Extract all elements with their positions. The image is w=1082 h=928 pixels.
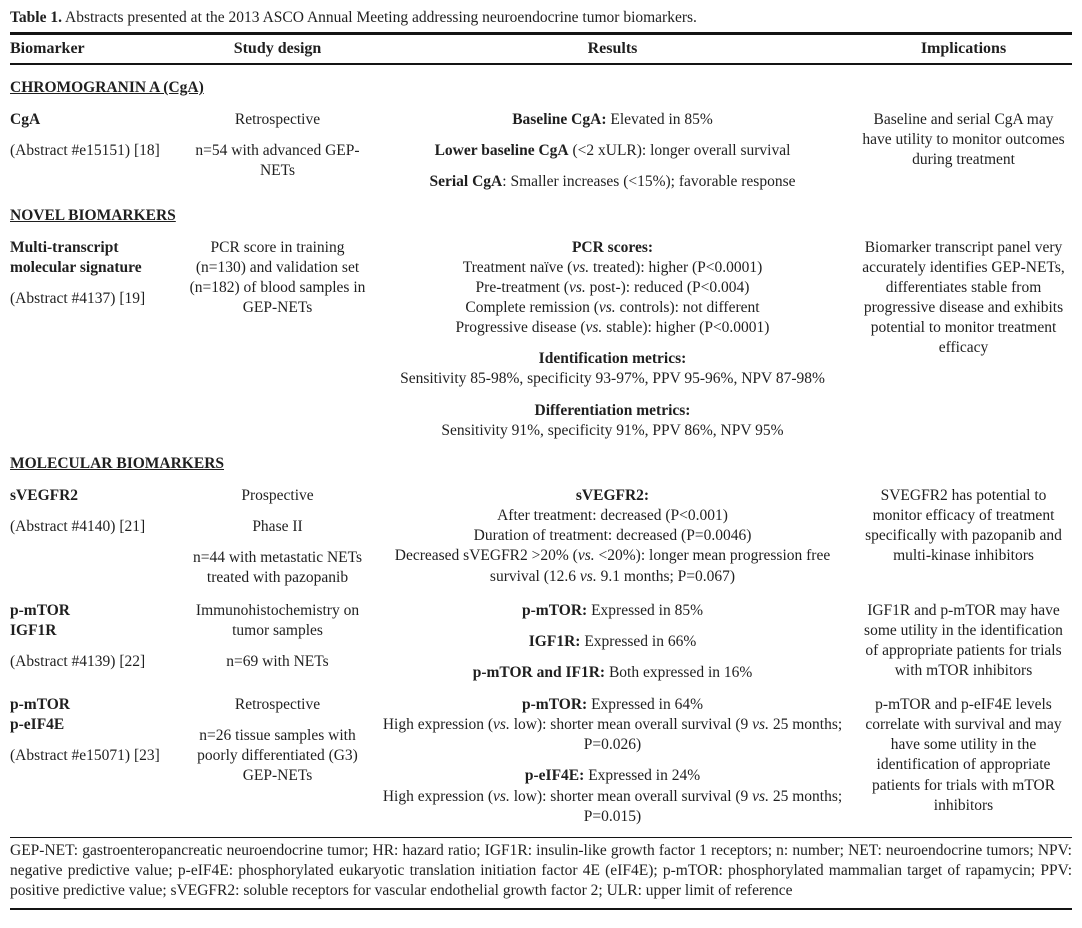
text-line bbox=[188, 517, 367, 537]
text-segment: Serial CgA bbox=[429, 173, 503, 191]
text-segment: PCR scores: bbox=[571, 238, 654, 256]
text-segment: PCR score in training (n=130) and validation set (n=182) of blood samples in GEP-NETs bbox=[189, 238, 366, 317]
text-segment: low): shorter mean overall survival (9 bbox=[509, 716, 753, 734]
text-segment: Prospective bbox=[241, 487, 314, 505]
text-segment: sVEGFR2 bbox=[10, 487, 79, 505]
text-block bbox=[373, 172, 852, 192]
text-segment: n=26 tissue samples with poorly differentiated (G3) GEP-NETs bbox=[197, 727, 358, 785]
text-block bbox=[188, 652, 367, 672]
table-row bbox=[10, 110, 1072, 192]
text-line bbox=[373, 141, 852, 161]
table-row bbox=[10, 238, 1072, 441]
text-line bbox=[373, 369, 852, 389]
column-header-study-design: Study design bbox=[233, 40, 322, 58]
text-block bbox=[373, 141, 852, 161]
text-segment: p-eIF4E: bbox=[524, 767, 585, 785]
text-segment: vs. bbox=[752, 787, 769, 805]
text-segment: 25 months; P=0.015) bbox=[583, 787, 843, 825]
text-segment: post-): reduced (P<0.004) bbox=[585, 278, 750, 296]
text-segment: p-mTOR: bbox=[522, 601, 588, 619]
text-line bbox=[373, 632, 852, 652]
text-segment: vs. bbox=[585, 319, 603, 337]
text-segment: Immunohistochemistry on tumor samples bbox=[195, 601, 360, 639]
text-line bbox=[188, 695, 367, 715]
text-block bbox=[188, 726, 367, 786]
text-segment: stable): higher (P<0.0001) bbox=[602, 319, 770, 337]
text-block bbox=[188, 517, 367, 537]
text-block bbox=[10, 141, 182, 161]
text-segment: (Abstract #4137) [19] bbox=[10, 289, 146, 307]
text-block bbox=[373, 766, 852, 826]
text-segment: Expressed in 66% bbox=[580, 632, 697, 650]
cell-biomarker bbox=[10, 110, 185, 161]
text-block bbox=[10, 695, 182, 735]
text-line bbox=[858, 238, 1069, 359]
text-segment: Biomarker transcript panel very accurately identifies GEP-NETs, differentiates stable from progressive disease and exhibits potential to monitor treatment efficacy bbox=[862, 238, 1065, 357]
text-segment: CgA bbox=[10, 111, 41, 129]
cell-results bbox=[370, 695, 855, 827]
table-row bbox=[10, 486, 1072, 589]
text-segment: p-eIF4E bbox=[10, 716, 65, 734]
text-line bbox=[10, 110, 182, 130]
text-segment: SVEGFR2 has potential to monitor efficacy of treatment specifically with pazopanib and multi-kinase inhibitors bbox=[865, 487, 1062, 565]
text-line bbox=[10, 746, 182, 766]
text-segment: p-mTOR bbox=[10, 601, 71, 619]
text-block bbox=[188, 548, 367, 588]
text-segment: (<2 xULR): longer overall survival bbox=[568, 142, 791, 160]
cell-study-design bbox=[185, 695, 370, 787]
text-block bbox=[373, 401, 852, 441]
text-block bbox=[10, 289, 182, 309]
text-segment: Duration of treatment: decreased (P=0.0046) bbox=[473, 527, 752, 545]
table-body bbox=[10, 78, 1072, 827]
text-segment: vs. bbox=[579, 567, 597, 585]
text-block bbox=[10, 517, 182, 537]
text-block bbox=[373, 110, 852, 130]
text-line bbox=[188, 652, 367, 672]
text-line bbox=[10, 517, 182, 537]
text-block bbox=[858, 486, 1069, 567]
cell-biomarker bbox=[10, 601, 185, 672]
text-segment: Phase II bbox=[252, 518, 303, 536]
text-block bbox=[10, 238, 182, 278]
table-title-label: Table 1. bbox=[10, 9, 62, 26]
text-line bbox=[10, 141, 182, 161]
cell-implications bbox=[855, 695, 1072, 816]
table-header-row bbox=[10, 35, 1072, 65]
text-block bbox=[373, 663, 852, 683]
text-line bbox=[373, 421, 852, 441]
table-row bbox=[10, 695, 1072, 827]
text-line bbox=[858, 486, 1069, 567]
cell-implications bbox=[855, 601, 1072, 682]
text-line bbox=[10, 289, 182, 309]
table-footnote: GEP-NET: gastroenteropancreatic neuroendocrine tumor; HR: hazard ratio; IGF1R: insulin-like growth factor 1 receptors; n: number; NET: neuroendocrine tumors; NPV: negative predictive value; p-eIF4E: phosphorylated eukaryotic translation initiation factor 4E (eIF4E); p-mTOR: phosphorylated mammalian target of rapamycin; PPV: positive predictive value; sVEGFR2: soluble receptors for vascular endothelial growth factor 2; ULR: upper limit of reference bbox=[10, 837, 1072, 910]
text-block bbox=[858, 695, 1069, 816]
text-segment: vs. bbox=[572, 258, 590, 276]
text-line bbox=[188, 726, 367, 786]
text-line bbox=[858, 110, 1069, 170]
text-block bbox=[188, 486, 367, 506]
text-segment: 25 months; P=0.026) bbox=[583, 716, 843, 754]
text-line bbox=[373, 278, 852, 298]
text-line bbox=[10, 238, 182, 278]
text-line bbox=[373, 766, 852, 786]
text-segment: : Smaller increases (<15%); favorable response bbox=[502, 173, 796, 191]
text-block bbox=[10, 601, 182, 641]
text-line bbox=[373, 258, 852, 278]
text-segment: low): shorter mean overall survival (9 bbox=[509, 787, 753, 805]
section-heading: MOLECULAR BIOMARKERS bbox=[10, 454, 225, 472]
text-segment: Retrospective bbox=[234, 111, 321, 129]
text-line bbox=[373, 172, 852, 192]
text-segment: 9.1 months; P=0.067) bbox=[596, 567, 736, 585]
text-block bbox=[373, 632, 852, 652]
text-line bbox=[188, 110, 367, 130]
column-header-results: Results bbox=[587, 40, 638, 58]
text-segment: Complete remission ( bbox=[465, 299, 599, 317]
text-segment: vs. bbox=[493, 787, 510, 805]
text-block bbox=[10, 110, 182, 130]
text-segment: (Abstract #4139) [22] bbox=[10, 652, 146, 670]
text-block bbox=[10, 486, 182, 506]
text-segment: Lower baseline CgA bbox=[434, 142, 569, 160]
text-segment: vs. bbox=[598, 299, 616, 317]
text-line bbox=[373, 486, 852, 506]
text-segment: Expressed in 64% bbox=[587, 696, 703, 714]
text-segment: Sensitivity 91%, specificity 91%, PPV 86%, NPV 95% bbox=[441, 421, 784, 439]
text-line bbox=[10, 486, 182, 506]
text-segment: Retrospective bbox=[234, 696, 321, 714]
text-line bbox=[10, 652, 182, 672]
text-line bbox=[858, 601, 1069, 682]
text-segment: Differentiation metrics: bbox=[534, 401, 691, 419]
text-segment: (Abstract #e15071) [23] bbox=[10, 747, 160, 765]
cell-results bbox=[370, 110, 855, 192]
text-line bbox=[373, 663, 852, 683]
text-segment: Decreased sVEGFR2 >20% ( bbox=[394, 547, 578, 565]
text-segment: p-mTOR and IF1R: bbox=[472, 663, 606, 681]
text-line bbox=[10, 715, 182, 735]
cell-results bbox=[370, 238, 855, 441]
text-segment: p-mTOR bbox=[10, 696, 71, 714]
text-segment: Elevated in 85% bbox=[606, 111, 713, 129]
text-line bbox=[373, 349, 852, 369]
text-segment: High expression ( bbox=[382, 787, 494, 805]
text-segment: n=54 with advanced GEP-NETs bbox=[195, 142, 360, 180]
table-title bbox=[10, 6, 1072, 35]
text-segment: High expression ( bbox=[382, 716, 494, 734]
text-segment: vs. bbox=[568, 278, 586, 296]
text-line bbox=[188, 601, 367, 641]
text-block bbox=[188, 601, 367, 641]
column-header-implications: Implications bbox=[920, 40, 1007, 58]
text-block bbox=[188, 695, 367, 715]
text-segment: vs. bbox=[752, 716, 769, 734]
text-block bbox=[10, 746, 182, 766]
text-line bbox=[373, 318, 852, 338]
cell-results bbox=[370, 486, 855, 587]
text-segment: p-mTOR and p-eIF4E levels correlate with survival and may have some utility in the identification of appropriate patients for trials with mTOR inhibitors bbox=[865, 696, 1062, 814]
cell-results bbox=[370, 601, 855, 683]
text-line bbox=[373, 715, 852, 755]
text-segment: (Abstract #e15151) [18] bbox=[10, 142, 160, 160]
cell-study-design bbox=[185, 486, 370, 589]
text-segment: controls): not different bbox=[615, 299, 760, 317]
cell-implications bbox=[855, 486, 1072, 567]
text-segment: After treatment: decreased (P<0.001) bbox=[497, 507, 728, 525]
text-line bbox=[188, 141, 367, 181]
text-line bbox=[10, 695, 182, 715]
section-heading: NOVEL BIOMARKERS bbox=[10, 206, 176, 224]
text-line bbox=[373, 526, 852, 546]
text-line bbox=[188, 486, 367, 506]
text-segment: vs. bbox=[577, 547, 595, 565]
text-segment: Baseline and serial CgA may have utility to monitor outcomes during treatment bbox=[862, 111, 1065, 169]
cell-biomarker bbox=[10, 238, 185, 309]
cell-study-design bbox=[185, 110, 370, 181]
text-segment: Expressed in 85% bbox=[587, 601, 703, 619]
text-block bbox=[373, 486, 852, 587]
text-segment: n=44 with metastatic NETs treated with pazopanib bbox=[192, 549, 363, 587]
text-segment: Multi-transcript molecular signature bbox=[10, 238, 142, 276]
text-segment: Pre-treatment ( bbox=[475, 278, 569, 296]
text-segment: IGF1R and p-mTOR may have some utility in the identification of appropriate patients for trials with mTOR inhibitors bbox=[864, 601, 1063, 680]
text-segment: vs. bbox=[493, 716, 510, 734]
text-block bbox=[188, 141, 367, 181]
text-line bbox=[373, 238, 852, 258]
text-line bbox=[373, 546, 852, 586]
cell-implications bbox=[855, 238, 1072, 359]
text-segment: Baseline CgA: bbox=[512, 111, 607, 129]
text-segment: p-mTOR: bbox=[522, 696, 588, 714]
text-line bbox=[373, 787, 852, 827]
cell-study-design bbox=[185, 601, 370, 672]
text-block bbox=[373, 601, 852, 621]
text-segment: Identification metrics: bbox=[538, 350, 687, 368]
text-block bbox=[373, 695, 852, 755]
text-segment: (Abstract #4140) [21] bbox=[10, 518, 146, 536]
section-heading: CHROMOGRANIN A (CgA) bbox=[10, 78, 204, 96]
text-block bbox=[188, 238, 367, 319]
text-block bbox=[858, 601, 1069, 682]
text-segment: IGF1R bbox=[10, 621, 57, 639]
text-line bbox=[858, 695, 1069, 816]
text-line bbox=[373, 110, 852, 130]
text-segment: sVEGFR2: bbox=[575, 487, 650, 505]
text-line bbox=[373, 695, 852, 715]
text-segment: Sensitivity 85-98%, specificity 93-97%, PPV 95-96%, NPV 87-98% bbox=[400, 370, 825, 388]
table-title-text: Abstracts presented at the 2013 ASCO Annual Meeting addressing neuroendocrine tumor biomarkers. bbox=[61, 9, 697, 26]
text-line bbox=[373, 298, 852, 318]
text-segment: Expressed in 24% bbox=[584, 767, 701, 785]
text-segment: Progressive disease ( bbox=[455, 319, 586, 337]
text-segment: n=69 with NETs bbox=[226, 652, 329, 670]
text-segment: treated): higher (P<0.0001) bbox=[589, 258, 763, 276]
text-segment: Treatment naïve ( bbox=[462, 258, 573, 276]
text-block bbox=[10, 652, 182, 672]
cell-implications bbox=[855, 110, 1072, 170]
text-block bbox=[858, 238, 1069, 359]
table-row bbox=[10, 601, 1072, 683]
text-segment: IGF1R: bbox=[528, 632, 581, 650]
text-line bbox=[373, 506, 852, 526]
text-segment: Both expressed in 16% bbox=[605, 663, 753, 681]
text-line bbox=[10, 621, 182, 641]
cell-biomarker bbox=[10, 695, 185, 766]
text-line bbox=[373, 401, 852, 421]
column-header-biomarker: Biomarker bbox=[10, 40, 85, 58]
text-block bbox=[373, 349, 852, 389]
text-segment: <20%): longer mean progression free survival (12.6 bbox=[489, 547, 831, 585]
text-block bbox=[373, 238, 852, 339]
text-block bbox=[188, 110, 367, 130]
cell-study-design bbox=[185, 238, 370, 319]
text-line bbox=[10, 601, 182, 621]
text-line bbox=[188, 238, 367, 319]
text-line bbox=[188, 548, 367, 588]
text-line bbox=[373, 601, 852, 621]
cell-biomarker bbox=[10, 486, 185, 537]
text-block bbox=[858, 110, 1069, 170]
